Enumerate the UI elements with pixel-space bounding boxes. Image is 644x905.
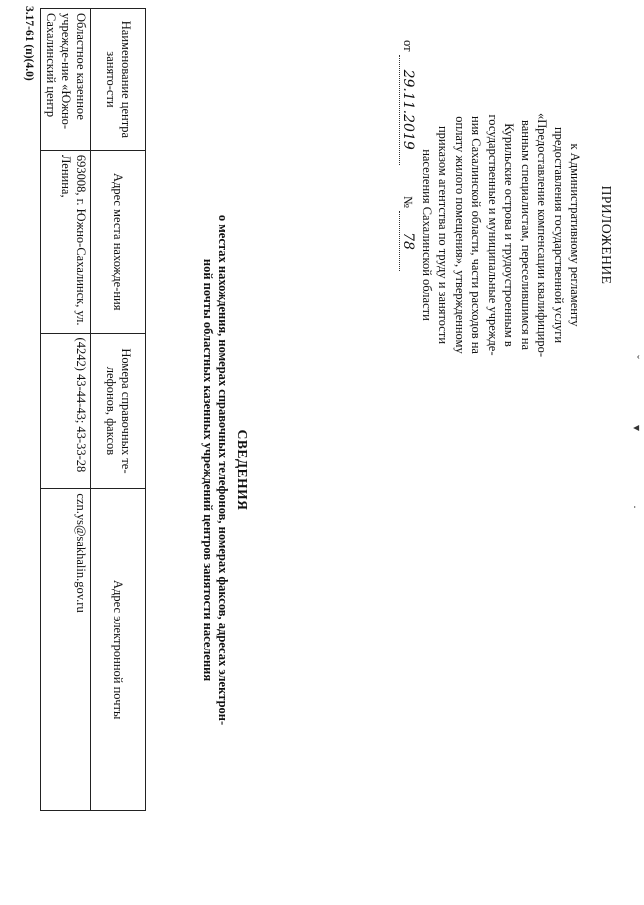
email-cell: czn.ys@sakhalin.gov.ru [41,489,91,811]
appendix-block [399,40,614,430]
appendix-line: Курильские острова и трудоустроенным в [502,123,517,347]
handwritten-date: 29.11.2019 [399,55,417,165]
heading-title: СВЕДЕНИЯ [235,429,250,511]
appendix-line: государственные и муниципальные учрежде- [486,114,500,356]
table-row [41,9,91,811]
signature-line [399,40,417,430]
appendix-line: ванным специалистам, переселившимся на [519,119,533,351]
appendix-line: оплату жилого помещения», утвержденному [453,116,467,354]
handwritten-number: 78 [399,211,417,271]
heading-subtitle-line: о местах нахождения, номерах справочных телефонов, номерах факсов, адресах электрон- [216,214,230,726]
column-header: Адрес места нахожде-ния [91,150,146,333]
column-header: Наименование центра занято-сти [91,9,146,151]
appendix-line: ния Сахалинской области, части расходов на [469,116,484,354]
document-heading [200,60,250,880]
appendix-line: к Административному регламенту [568,143,583,327]
phones-cell: (4242) 43-44-43; 43-33-28 [41,333,91,489]
appendix-line: «Предоставление компенсации квалифициро- [535,112,550,358]
appendix-title: ПРИЛОЖЕНИЕ [599,185,614,285]
scan-speck: · [628,505,642,509]
table-header-row [91,9,146,811]
footer-code: 3.17-61 (п)(4.0) [23,6,35,81]
appendix-line: населения Сахалинской области [420,149,434,321]
appendix-line: предоставления государственной услуги [552,126,566,344]
from-label: от [401,40,416,52]
number-label: № [401,195,416,208]
column-header: Номера справочных те-лефонов, факсов [91,333,146,489]
heading-subtitle-line: ной почты областных казенных учреждений центров занятости населения [201,258,215,682]
appendix-line: приказом агентства по труду и занятости [436,125,451,345]
center-name-cell: Областное казенное учрежде-ние «Южно-Сахалинский центр [41,9,91,151]
employment-centers-table [40,8,146,811]
scan-speck: ˇ [628,355,642,359]
column-header: Адрес электронной почты [91,489,146,811]
scan-speck: ▾ [630,425,644,432]
address-cell: 693008, г. Южно-Сахалинск, ул. Ленина, [41,150,91,333]
